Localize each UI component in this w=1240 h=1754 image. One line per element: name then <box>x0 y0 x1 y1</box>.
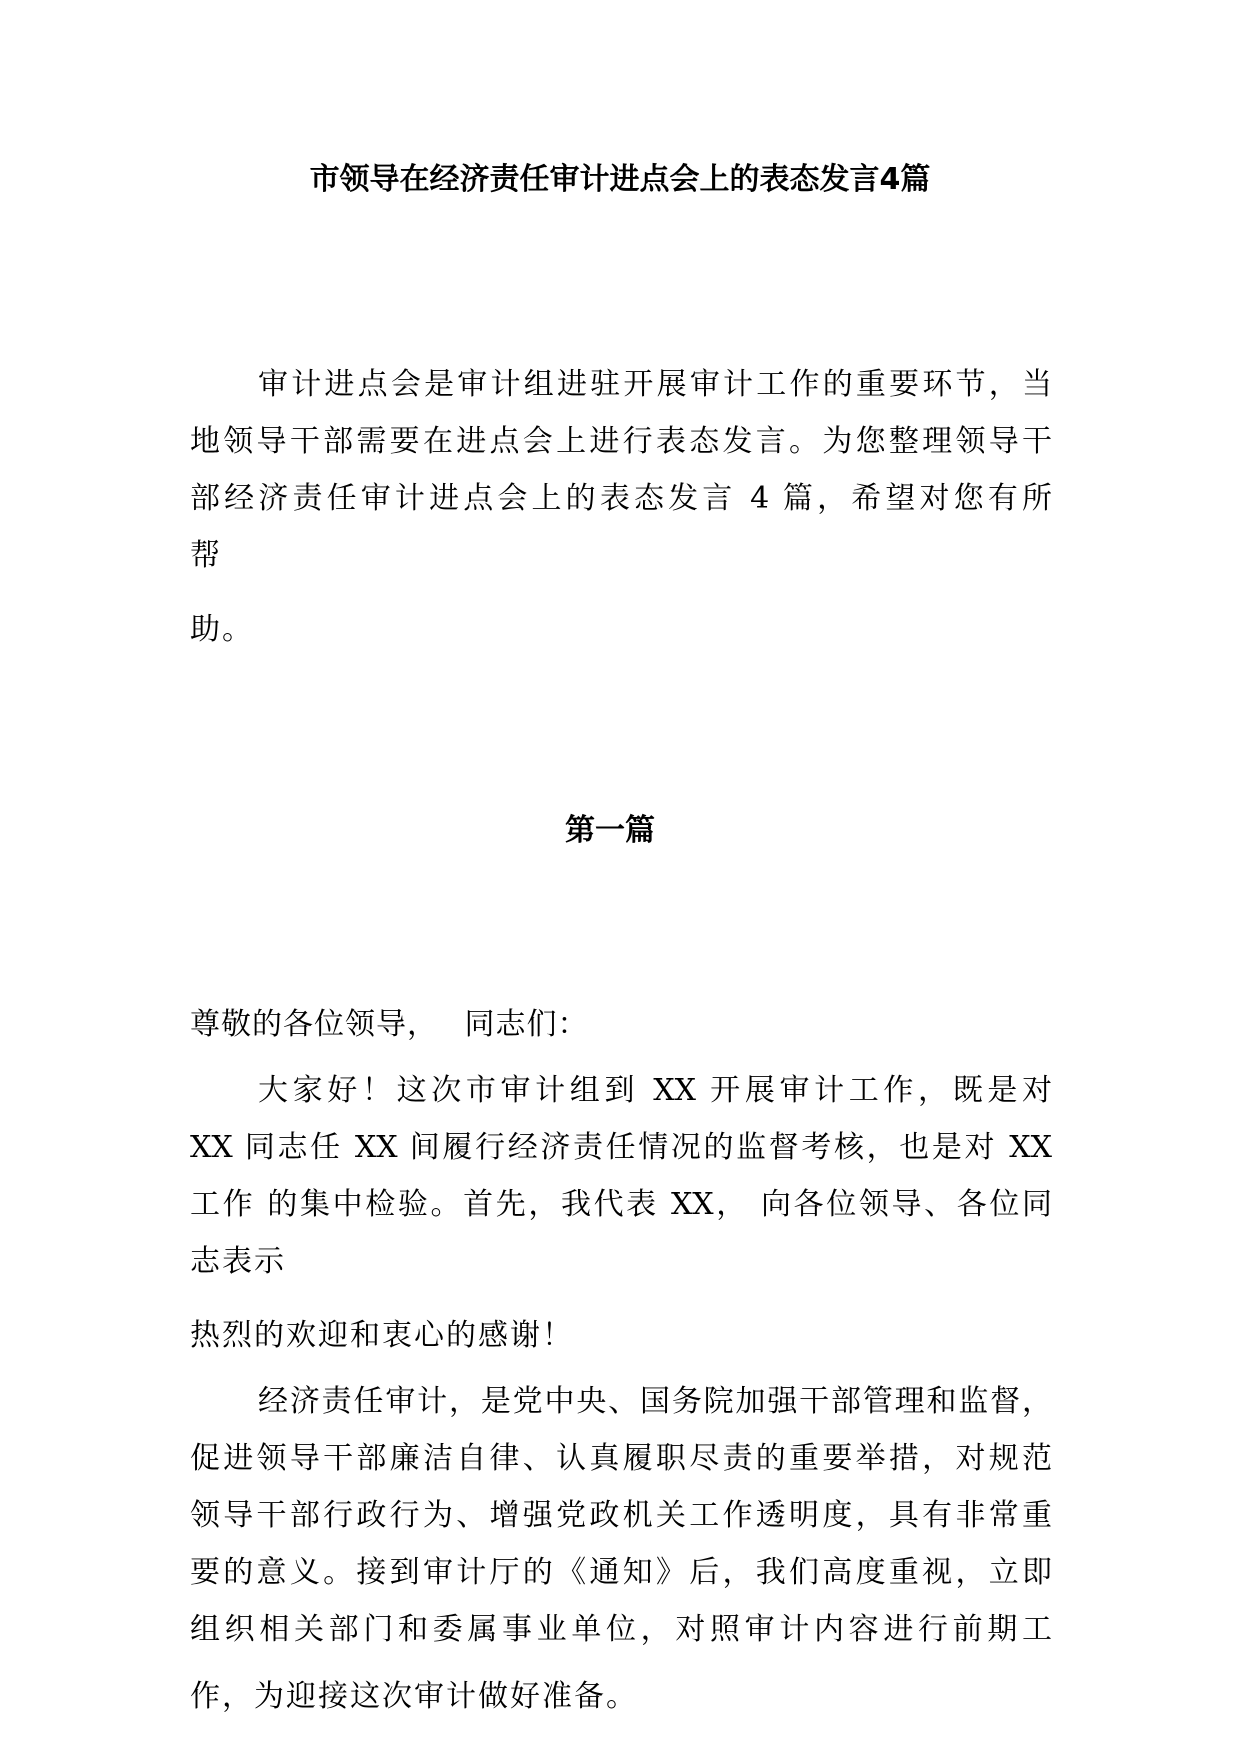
intro-line: 帮 <box>190 538 222 573</box>
document-title: 市领导在经济责任审计进点会上的表态发言4篇 <box>309 162 931 197</box>
body-line: 大家好！这次市审计组到 XX 开展审计工作，既是对 <box>258 1073 1052 1108</box>
body-line: 工作 的集中检验。首先，我代表 XX， 向各位领导、各位同 <box>190 1187 1052 1222</box>
intro-line: 助。 <box>190 612 254 647</box>
body-line: 要的意义。接到审计厅的《通知》后，我们高度重视，立即 <box>190 1555 1052 1590</box>
section-heading: 第一篇 <box>565 813 655 848</box>
body-line: 促进领导干部廉洁自律、认真履职尽责的重要举措，对规范 <box>190 1441 1052 1476</box>
body-line: 作，为迎接这次审计做好准备。 <box>190 1679 638 1714</box>
salutation: 尊敬的各位领导， 同志们： <box>190 1007 589 1042</box>
body-line: XX 同志任 XX 间履行经济责任情况的监督考核，也是对 XX <box>190 1130 1052 1165</box>
body-line: 热烈的欢迎和衷心的感谢！ <box>190 1318 574 1353</box>
body-line: 领导干部行政行为、增强党政机关工作透明度，具有非常重 <box>190 1498 1052 1533</box>
intro-line: 地领导干部需要在进点会上进行表态发言。为您整理领导干 <box>190 424 1052 459</box>
body-line: 经济责任审计，是党中央、国务院加强干部管理和监督， <box>258 1384 1052 1419</box>
body-line: 组织相关部门和委属事业单位，对照审计内容进行前期工 <box>190 1612 1052 1647</box>
intro-line: 部经济责任审计进点会上的表态发言 4 篇，希望对您有所 <box>190 481 1052 516</box>
body-line: 志表示 <box>190 1244 286 1279</box>
intro-line: 审计进点会是审计组进驻开展审计工作的重要环节，当 <box>258 367 1052 402</box>
